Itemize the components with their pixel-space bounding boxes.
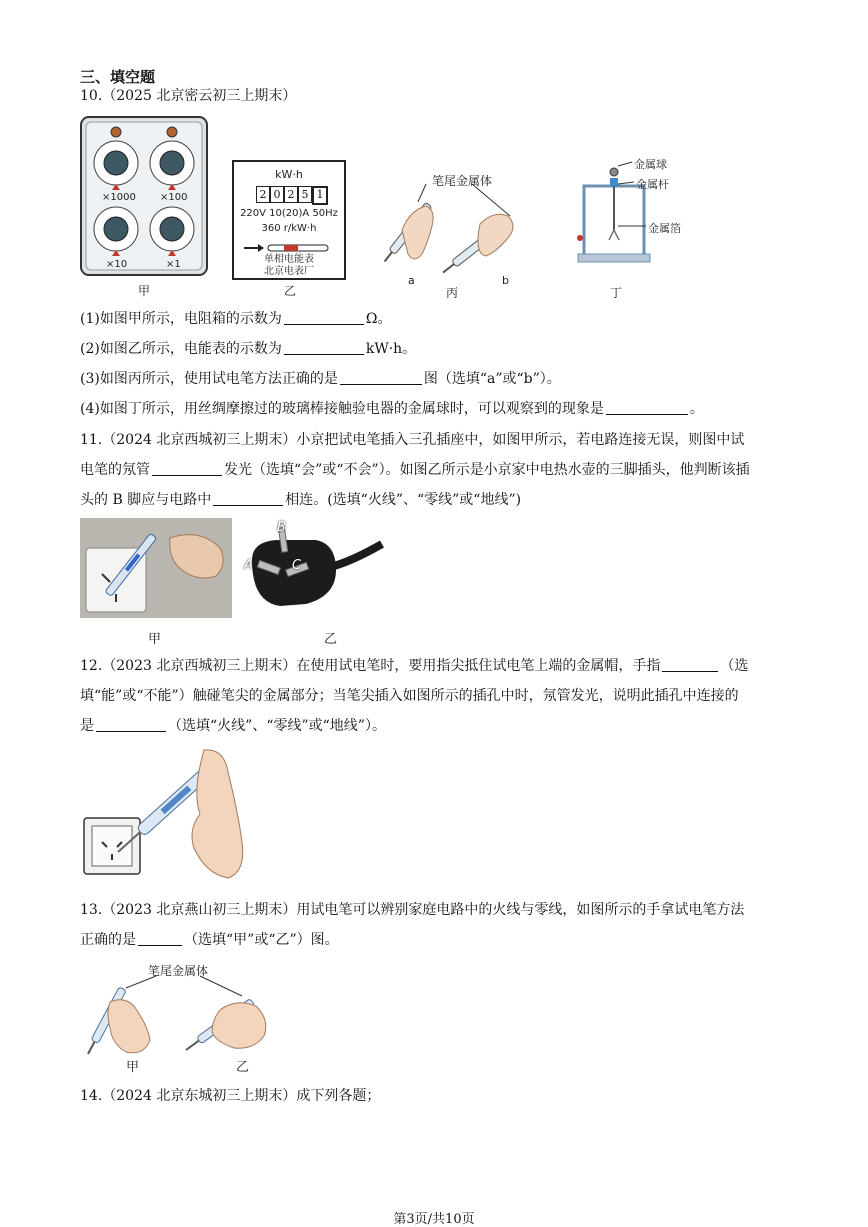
pen-grip-callout: 笔尾金属体 <box>148 964 209 978</box>
q10-item3 <box>80 369 798 389</box>
q13-line2 <box>80 930 798 950</box>
meter-unit: kW·h <box>275 168 303 181</box>
fig-label-yi-q11: 乙 <box>324 632 338 647</box>
q14-line1: 14.（2024 北京东城初三上期末）成下列各题； <box>80 1088 381 1104</box>
section-title: 三、填空题 <box>80 68 156 86</box>
meter-digit: 5 <box>298 186 312 203</box>
meter-digit: 0 <box>270 186 284 203</box>
electroscope-callout-rod: 金属杆 <box>636 178 669 191</box>
pen-grip-figure <box>80 962 280 1066</box>
q12-line2: 填“能”或“不能”）触碰笔尖的金属部分；当笔尖插入如图所示的插孔中时，氖管发光，说明此插孔中连接的 <box>80 688 739 704</box>
q13-line1: 13.（2023 北京燕山初三上期末）用试电笔可以辨别家庭电路中的火线与零线，如图所示的手拿试电笔方法 <box>80 902 745 918</box>
multiplier-1: ×1 <box>166 259 181 270</box>
q10-item3-hint: 图（选填“a”或“b”）。 <box>423 371 561 387</box>
meter-maker2: 北京电表厂 <box>264 266 314 277</box>
fig-label-jia-q13: 甲 <box>126 1060 140 1075</box>
energy-meter-figure <box>232 160 346 280</box>
q10-item4-end: 。 <box>689 401 704 417</box>
electroscope-callout-ball: 金属球 <box>634 158 667 171</box>
answer-blank[interactable] <box>213 491 283 506</box>
answer-blank[interactable] <box>606 400 688 415</box>
answer-blank[interactable] <box>284 340 364 355</box>
pen-label-b: b <box>502 274 509 287</box>
plug-pin-b-label: B <box>277 520 286 535</box>
meter-spec: 220V 10(20)A 50Hz <box>240 208 338 219</box>
q12-line1-post: （选 <box>720 658 749 674</box>
q11-line2-post: 发光（选填“会”或“不会”）。如图乙所示是小京家中电热水壶的三脚插头，他判断该插 <box>224 462 750 478</box>
answer-blank[interactable] <box>96 717 166 732</box>
resistance-box-figure <box>80 116 210 278</box>
fig-label-jia-q11: 甲 <box>148 632 162 647</box>
meter-digit-decimal: 1 <box>312 186 328 205</box>
q12-line3-post: （选填“火线”、“零线”或“地线”）。 <box>168 718 386 734</box>
plug-figure <box>236 520 386 616</box>
meter-disc-arrow <box>244 240 332 248</box>
q10-item4 <box>80 399 798 419</box>
meter-maker1: 单相电能表 <box>264 254 314 265</box>
answer-blank[interactable] <box>662 657 718 672</box>
fig-label-jia: 甲 <box>138 284 151 298</box>
q10-item1-text: (1)如图甲所示，电阻箱的示数为 <box>80 311 282 327</box>
meter-digit: 2 <box>284 186 298 203</box>
q13-line2-post: （选填“甲”或“乙”）图。 <box>184 932 339 948</box>
plug-pin-a-label: A <box>244 558 253 573</box>
q10-header: 10.（2025 北京密云初三上期末） <box>80 88 297 104</box>
q10-item4-text: (4)如图丁所示，用丝绸摩擦过的玻璃棒接触验电器的金属球时，可以观察到的现象是 <box>80 401 604 417</box>
meter-rate: 360 r/kW·h <box>261 223 317 234</box>
plug-pin-c-label: C <box>292 558 302 573</box>
answer-blank[interactable] <box>152 461 222 476</box>
q12-line1 <box>80 656 798 676</box>
pen-callout: 笔尾金属体 <box>432 174 493 188</box>
page-footer: 第3页/共10页 <box>393 1212 475 1227</box>
socket-pen-figure <box>80 744 252 884</box>
meter-digits <box>256 186 328 205</box>
q11-line3 <box>80 490 798 510</box>
fig-label-ding: 丁 <box>610 286 623 300</box>
meter-digit: 2 <box>256 186 270 203</box>
answer-blank[interactable] <box>340 370 422 385</box>
q11-line2-pre: 电笔的氖管 <box>80 462 150 478</box>
answer-blank[interactable] <box>284 310 364 325</box>
multiplier-1000: ×1000 <box>102 192 136 203</box>
electroscope-figure <box>574 156 704 268</box>
q11-line3-pre: 头的 B 脚应与电路中 <box>80 492 212 508</box>
q11-line1: 11.（2024 北京西城初三上期末）小京把试电笔插入三孔插座中，如图甲所示，若电路连接无误，则图中试 <box>80 432 745 448</box>
multiplier-100: ×100 <box>160 192 188 203</box>
q12-line3-pre: 是 <box>80 718 94 734</box>
electroscope-callout-foil: 金属箔 <box>648 222 681 235</box>
socket-photo-figure <box>80 518 232 618</box>
test-pen-ab-figure <box>362 170 542 287</box>
q10-item2-text: (2)如图乙所示，电能表的示数为 <box>80 341 282 357</box>
answer-blank[interactable] <box>138 931 182 946</box>
q10-item1 <box>80 309 798 329</box>
q10-item3-text: (3)如图丙所示，使用试电笔方法正确的是 <box>80 371 338 387</box>
q10-item2-unit: kW·h。 <box>365 341 417 357</box>
q13-line2-pre: 正确的是 <box>80 932 136 948</box>
fig-label-bing: 丙 <box>446 286 459 300</box>
fig-label-yi: 乙 <box>284 284 297 298</box>
q10-item1-unit: Ω。 <box>365 311 392 327</box>
multiplier-10: ×10 <box>106 259 128 270</box>
q10-item2 <box>80 339 798 359</box>
pen-label-a: a <box>408 274 415 287</box>
q11-line3-post: 相连。(选填“火线”、“零线”或“地线”) <box>285 492 522 508</box>
q12-line1-pre: 12.（2023 北京西城初三上期末）在使用试电笔时，要用指尖抵住试电笔上端的金属帽，手指 <box>80 658 661 674</box>
q11-line2 <box>80 460 798 480</box>
fig-label-yi-q13: 乙 <box>236 1060 250 1075</box>
q12-line3 <box>80 716 798 736</box>
